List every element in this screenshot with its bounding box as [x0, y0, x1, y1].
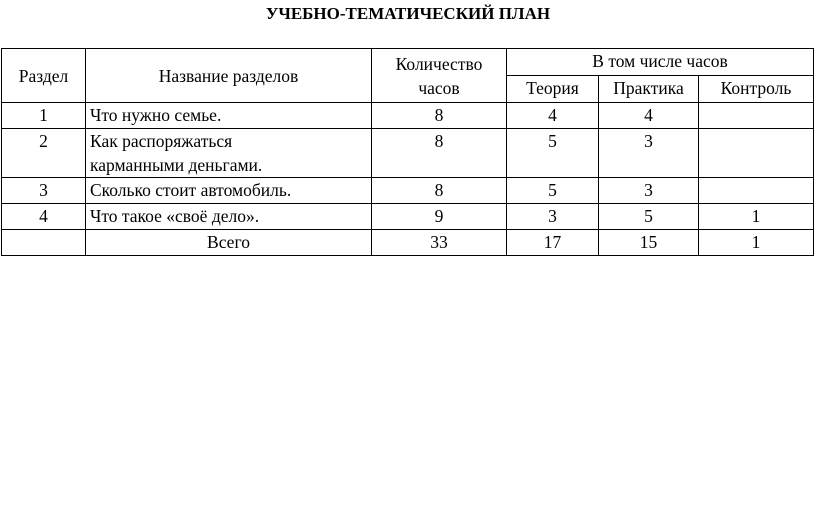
header-hours-line1: Количество — [395, 53, 483, 74]
cell-theory: 5 — [507, 178, 599, 204]
cell-section: 1 — [2, 103, 86, 129]
cell-section: 4 — [2, 204, 86, 230]
header-including: В том числе часов — [507, 49, 814, 76]
cell-name: Сколько стоит автомобиль. — [86, 178, 372, 204]
cell-control: 1 — [699, 204, 814, 230]
cell-practice: 4 — [599, 103, 699, 129]
cell-hours: 8 — [372, 103, 507, 129]
header-control: Контроль — [699, 76, 814, 103]
document-title: УЧЕБНО-ТЕМАТИЧЕСКИЙ ПЛАН — [265, 4, 551, 23]
table-row — [2, 204, 814, 230]
header-row-top — [2, 49, 814, 76]
cell-practice: 3 — [599, 129, 699, 178]
total-hours: 33 — [372, 230, 507, 256]
header-hours — [372, 49, 507, 103]
header-hours-line2: часов — [418, 77, 460, 98]
total-control: 1 — [699, 230, 814, 256]
cell-name — [86, 129, 372, 178]
table-row — [2, 178, 814, 204]
cell-section: 3 — [2, 178, 86, 204]
cell-practice: 3 — [599, 178, 699, 204]
header-theory: Теория — [507, 76, 599, 103]
total-label: Всего — [86, 230, 372, 256]
cell-hours: 8 — [372, 178, 507, 204]
table-row — [2, 129, 814, 178]
cell-hours: 8 — [372, 129, 507, 178]
table-row — [2, 103, 814, 129]
cell-hours: 9 — [372, 204, 507, 230]
header-practice: Практика — [599, 76, 699, 103]
total-practice: 15 — [599, 230, 699, 256]
total-theory: 17 — [507, 230, 599, 256]
cell-name: Что такое «своё дело». — [86, 204, 372, 230]
cell-theory: 5 — [507, 129, 599, 178]
header-section: Раздел — [2, 49, 86, 103]
cell-theory: 3 — [507, 204, 599, 230]
cell-section-empty — [2, 230, 86, 256]
cell-practice: 5 — [599, 204, 699, 230]
total-row — [2, 230, 814, 256]
cell-control — [699, 129, 814, 178]
cell-name-line2: карманными деньгами. — [90, 155, 263, 175]
cell-name-line1: Как распоряжаться — [90, 131, 233, 151]
cell-control — [699, 178, 814, 204]
cell-name: Что нужно семье. — [86, 103, 372, 129]
header-name: Название разделов — [86, 49, 372, 103]
cell-control — [699, 103, 814, 129]
curriculum-table — [1, 48, 814, 256]
cell-theory: 4 — [507, 103, 599, 129]
cell-section: 2 — [2, 129, 86, 178]
